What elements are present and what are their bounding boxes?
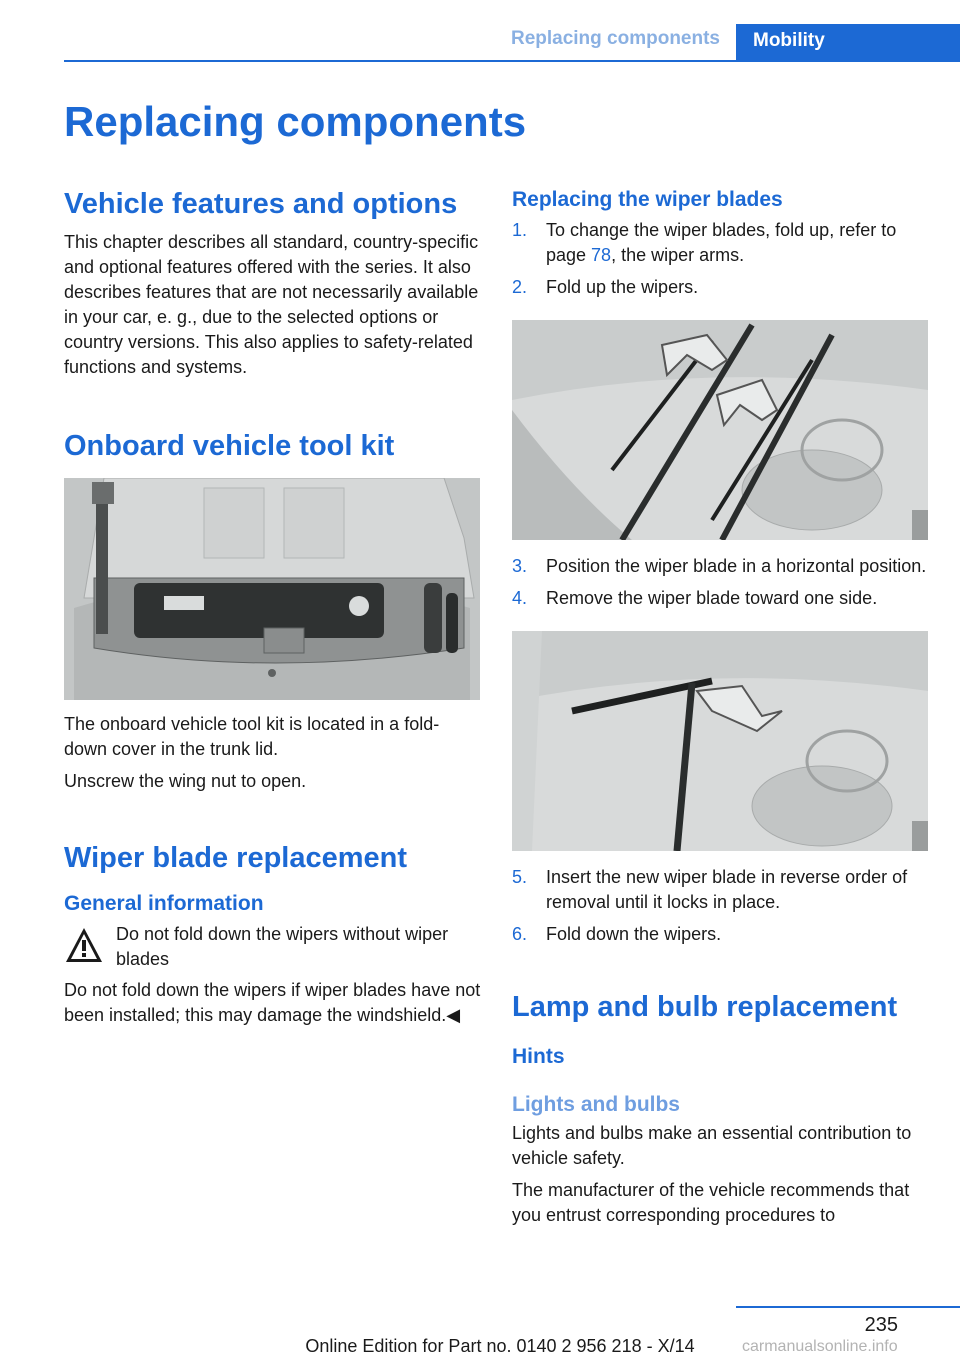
step-text: Fold up the wipers. [546,277,699,297]
general-info-heading: General information [64,892,264,915]
toolkit-heading: Onboard vehicle tool kit [64,430,395,462]
toolkit-image [64,478,480,700]
wiper-fold-up-image [512,320,928,540]
warning-triangle-icon [64,926,104,966]
step-number: 5. [512,867,528,887]
list-item [512,554,930,579]
footer-rule [736,1306,960,1308]
toolkit-text-2: Unscrew the wing nut to open. [64,771,307,791]
page-ref-link[interactable]: 78 [591,245,612,265]
list-item [512,586,930,611]
toolkit-text-1: The onboard vehicle tool kit is located in a fold-down cover in the trunk lid. [64,714,440,759]
step-number: 1. [512,220,528,240]
step-text: To change the wiper blades, fold up, refer to page 78, the wiper arms. [546,220,897,265]
step-text: Position the wiper blade in a horizontal position. [546,556,927,576]
step-number: 4. [512,588,528,608]
edition-text: Online Edition for Part no. 0140 2 956 218 - X/14 [305,1336,695,1356]
list-item [512,865,930,915]
right-column [512,186,930,1228]
steps-list-3 [512,865,930,947]
step-number: 3. [512,556,528,576]
left-column [64,186,482,1028]
watermark: carmanualsonline.info [742,1338,898,1355]
list-item [512,275,930,300]
step-text: Remove the wiper blade toward one side. [546,588,878,608]
step-text: Insert the new wiper blade in reverse order of removal until it locks in place. [546,867,908,912]
header-section-title: Replacing components [510,28,720,49]
features-text: This chapter describes all standard, country-specific and optional features offered with the series. It also describes features that are not necessarily available in your car, e. g., due to the selected options or country versions. This also applies to safety-related functions and systems. [64,232,479,377]
wiper-remove-image [512,631,928,851]
page-title: Replacing components [64,98,527,145]
steps-list-2 [512,554,930,611]
warning-title: Do not fold down the wipers without wiper blades [116,924,449,969]
lamp-heading: Lamp and bulb replacement [512,991,898,1023]
step-text: Fold down the wipers. [546,924,722,944]
wiper-heading: Wiper blade replacement [64,842,408,874]
replacing-wiper-heading: Replacing the wiper blades [512,188,783,211]
header-rule [64,60,960,62]
step-number: 6. [512,924,528,944]
steps-list-1 [512,218,930,300]
page-number: 235 [864,1314,898,1336]
features-heading: Vehicle features and options [64,188,458,220]
step-number: 2. [512,277,528,297]
lights-text-2: The manufacturer of the vehicle recommends that you entrust corresponding procedures to [512,1180,910,1225]
warning-text: Do not fold down the wipers if wiper blades have not been installed; this may damage the windshield.◀ [64,980,481,1025]
header-chapter-tab[interactable]: Mobility [736,24,960,62]
lights-bulbs-heading: Lights and bulbs [512,1093,680,1116]
warning-block [64,922,482,972]
list-item [512,218,930,268]
hints-heading: Hints [512,1045,565,1068]
list-item [512,922,930,947]
lights-text-1: Lights and bulbs make an essential contribution to vehicle safety. [512,1123,912,1168]
